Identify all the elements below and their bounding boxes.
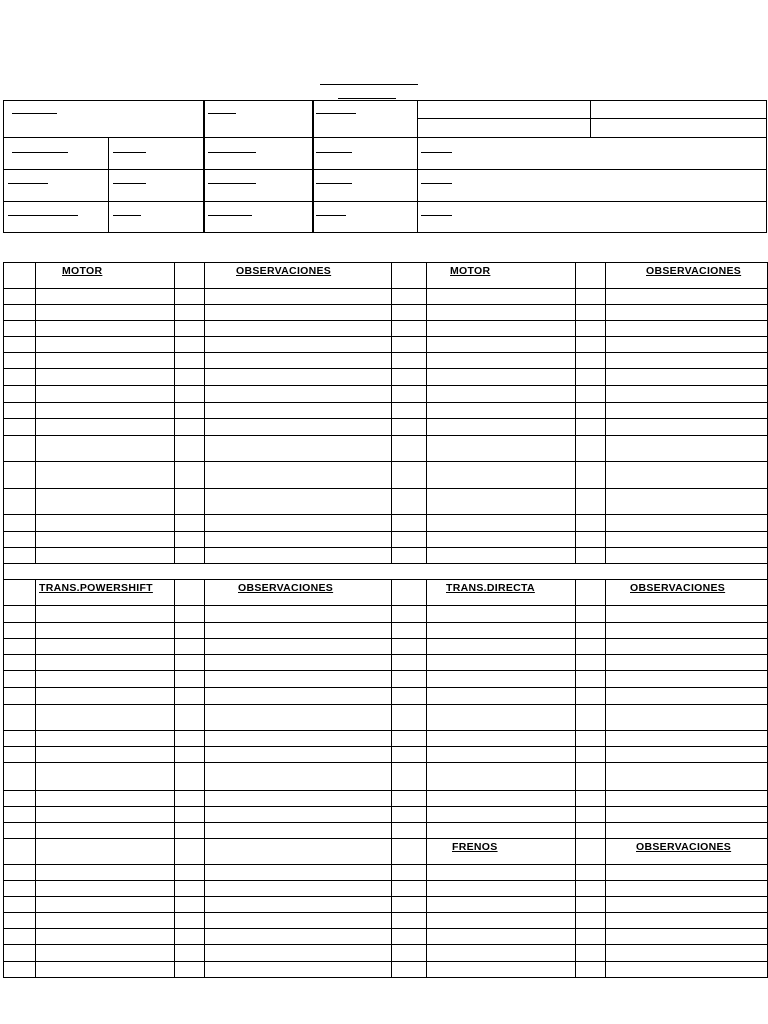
frenos-header: FRENOS	[452, 841, 498, 853]
trans-directa-header: TRANS.DIRECTA	[446, 582, 535, 594]
motor-header-right: MOTOR	[450, 265, 491, 277]
observaciones-header: OBSERVACIONES	[238, 582, 334, 594]
observaciones-header: OBSERVACIONES	[236, 265, 332, 277]
trans-powershift-header: TRANS.POWERSHIFT	[39, 582, 153, 594]
observaciones-header: OBSERVACIONES	[636, 841, 732, 853]
observaciones-header: OBSERVACIONES	[630, 582, 726, 594]
motor-header-left: MOTOR	[62, 265, 103, 277]
observaciones-header: OBSERVACIONES	[646, 265, 742, 277]
